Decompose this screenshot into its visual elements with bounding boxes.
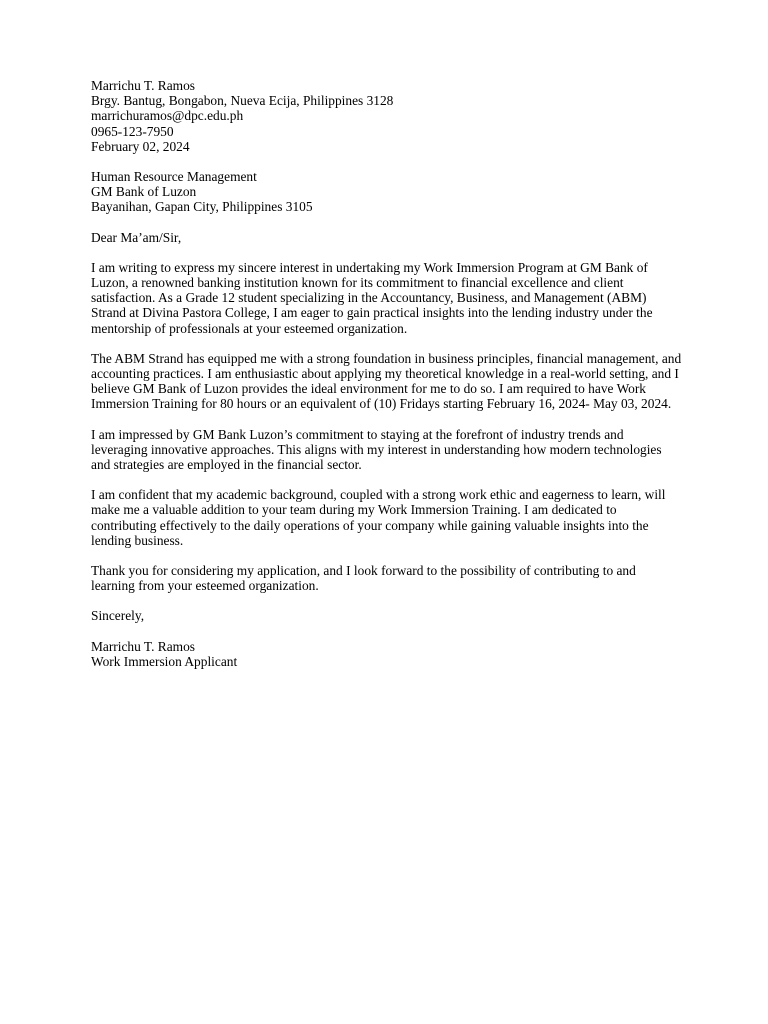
sender-block [91, 78, 683, 154]
signature-block [91, 639, 683, 669]
signature-title: Work Immersion Applicant [91, 653, 238, 669]
letter-date: February 02, 2024 [91, 138, 190, 154]
sender-email: marrichuramos@dpc.edu.ph [91, 108, 244, 124]
body-paragraph-2: The ABM Strand has equipped me with a strong foundation in business principles, financial management, and accounting practices. I am enthusiastic about applying my theoretical knowledge in a real-world setting, and I believe GM Bank of Luzon provides the ideal environment for me to do so. I am required to have Work Immersion Training for 80 hours or an equivalent of (10) Fridays starting February 16, 2024- May 03, 2024. [91, 350, 682, 412]
body-paragraph-3: I am impressed by GM Bank Luzon’s commitment to staying at the forefront of industry trends and leveraging innovative approaches. This aligns with my interest in understanding how modern technologies and strategies are employed in the financial sector. [91, 426, 662, 473]
body-paragraph-1: I am writing to express my sincere interest in undertaking my Work Immersion Program at GM Bank of Luzon, a renowned banking institution known for its commitment to financial excellence and client satisfaction. As a Grade 12 student specializing in the Accountancy, Business, and Management (ABM) Strand at Divina Pastora College, I am eager to gain practical insights into the lending industry under the mentorship of professionals at your esteemed organization. [91, 259, 653, 336]
closing: Sincerely, [91, 608, 145, 624]
recipient-block [91, 169, 683, 215]
recipient-company: GM Bank of Luzon [91, 184, 197, 200]
recipient-department: Human Resource Management [91, 169, 257, 185]
letter-page [91, 78, 683, 669]
signature-name: Marrichu T. Ramos [91, 638, 196, 654]
salutation: Dear Ma’am/Sir, [91, 229, 182, 245]
recipient-address: Bayanihan, Gapan City, Philippines 3105 [91, 199, 313, 215]
sender-name: Marrichu T. Ramos [91, 78, 196, 93]
sender-phone: 0965-123-7950 [91, 123, 174, 139]
body-paragraph-4: I am confident that my academic background, coupled with a strong work ethic and eagerness to learn, will make me a valuable addition to your team during my Work Immersion Training. I am dedicated to contributing effectively to the daily operations of your company while gaining valuable insights into the lending business. [91, 487, 666, 548]
body-paragraph-5: Thank you for considering my application, and I look forward to the possibility of contributing to and learning from your esteemed organization. [91, 563, 636, 594]
sender-address: Brgy. Bantug, Bongabon, Nueva Ecija, Philippines 3128 [91, 93, 394, 109]
